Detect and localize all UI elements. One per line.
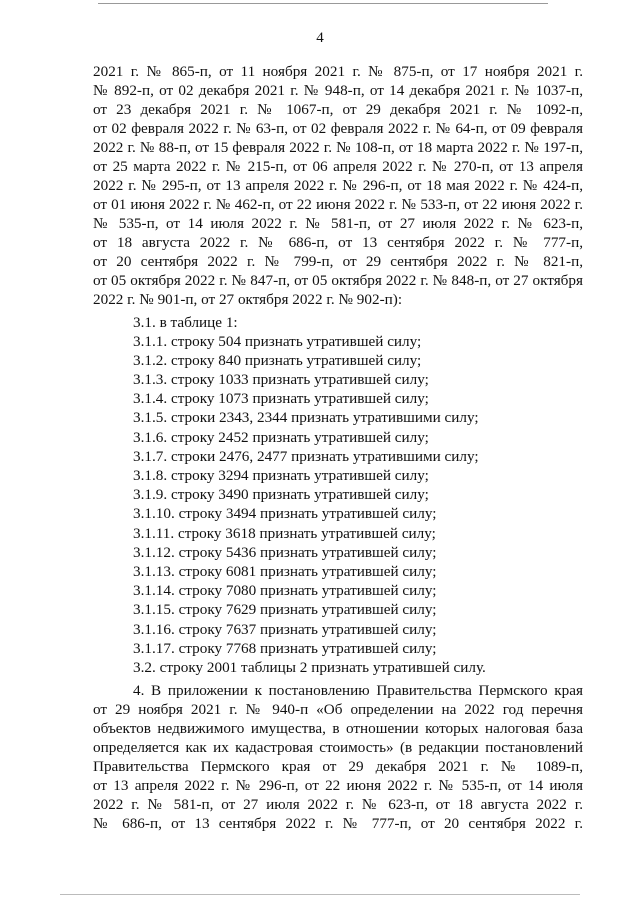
list-item: 3.1.13. строку 6081 признать утратившей силу; bbox=[133, 563, 437, 580]
list-item: 3.1.17. строку 7768 признать утратившей силу; bbox=[133, 640, 437, 657]
text-line: № 686-п, от 13 сентября 2022 г. № 777-п, от 20 сентября 2022 г. bbox=[93, 815, 583, 832]
list-item: 3.1.2. строку 840 признать утратившей силу; bbox=[133, 352, 422, 369]
text-line: от 25 марта 2022 г. № 215-п, от 06 апреля 2022 г. № 270-п, от 13 апреля bbox=[93, 158, 583, 175]
text-line: от 02 февраля 2022 г. № 63-п, от 02 февраля 2022 г. № 64-п, от 09 февраля bbox=[93, 120, 583, 137]
list-item: 3.1.6. строку 2452 признать утратившей силу; bbox=[133, 429, 429, 446]
text-line: 2022 г. № 581-п, от 27 июля 2022 г. № 623-п, от 18 августа 2022 г. bbox=[93, 796, 583, 813]
text-line: от 18 августа 2022 г. № 686-п, от 13 сентября 2022 г. № 777-п, bbox=[93, 234, 583, 251]
text-line: от 13 апреля 2022 г. № 296-п, от 22 июня 2022 г. № 535-п, от 14 июля bbox=[93, 777, 583, 794]
page-number: 4 bbox=[316, 30, 324, 46]
list-item: 3.1.12. строку 5436 признать утратившей силу; bbox=[133, 544, 437, 561]
list-item: 3.2. строку 2001 таблицы 2 признать утратившей силу. bbox=[133, 659, 486, 676]
text-line: 4. В приложении к постановлению Правительства Пермского края bbox=[133, 682, 583, 699]
text-line: определяется как их кадастровая стоимость» (в редакции постановлений bbox=[93, 739, 583, 756]
list-item: 3.1.11. строку 3618 признать утратившей силу; bbox=[133, 525, 436, 542]
list-item: 3.1.3. строку 1033 признать утратившей силу; bbox=[133, 371, 429, 388]
text-line: объектов недвижимого имущества, в отношении которых налоговая база bbox=[93, 720, 583, 737]
text-line: от 05 октября 2022 г. № 847-п, от 05 октября 2022 г. № 848-п, от 27 октября bbox=[93, 272, 583, 289]
list-item: 3.1.10. строку 3494 признать утратившей силу; bbox=[133, 505, 437, 522]
text-line: от 01 июня 2022 г. № 462-п, от 22 июня 2022 г. № 533-п, от 22 июня 2022 г. bbox=[93, 196, 583, 213]
text-line: № 892-п, от 02 декабря 2021 г. № 948-п, от 14 декабря 2021 г. № 1037-п, bbox=[93, 82, 583, 99]
list-item: 3.1.16. строку 7637 признать утратившей силу; bbox=[133, 621, 437, 638]
list-item: 3.1. в таблице 1: bbox=[133, 314, 238, 331]
text-line: от 20 сентября 2022 г. № 799-п, от 29 сентября 2022 г. № 821-п, bbox=[93, 253, 583, 270]
scan-bottom-edge-line bbox=[60, 894, 580, 895]
list-item: 3.1.8. строку 3294 признать утратившей силу; bbox=[133, 467, 429, 484]
list-item: 3.1.5. строки 2343, 2344 признать утратившими силу; bbox=[133, 409, 479, 426]
list-item: 3.1.9. строку 3490 признать утратившей силу; bbox=[133, 486, 429, 503]
list-item: 3.1.1. строку 504 признать утратившей силу; bbox=[133, 333, 422, 350]
text-line: от 29 ноября 2021 г. № 940-п «Об определении на 2022 год перечня bbox=[93, 701, 583, 718]
text-line: № 535-п, от 14 июля 2022 г. № 581-п, от 27 июля 2022 г. № 623-п, bbox=[93, 215, 583, 232]
text-line: 2021 г. № 865-п, от 11 ноября 2021 г. № 875-п, от 17 ноября 2021 г. bbox=[93, 63, 583, 80]
list-item: 3.1.15. строку 7629 признать утратившей силу; bbox=[133, 601, 437, 618]
scan-top-edge-line bbox=[98, 3, 548, 4]
list-item: 3.1.7. строки 2476, 2477 признать утратившими силу; bbox=[133, 448, 479, 465]
list-item: 3.1.4. строку 1073 признать утратившей силу; bbox=[133, 390, 429, 407]
text-line: от 23 декабря 2021 г. № 1067-п, от 29 декабря 2021 г. № 1092-п, bbox=[93, 101, 583, 118]
text-line: Правительства Пермского края от 29 декабря 2021 г. № 1089-п, bbox=[93, 758, 583, 775]
text-line: 2022 г. № 901-п, от 27 октября 2022 г. № 902-п): bbox=[93, 291, 403, 308]
list-item: 3.1.14. строку 7080 признать утратившей силу; bbox=[133, 582, 437, 599]
text-line: 2022 г. № 88-п, от 15 февраля 2022 г. № 108-п, от 18 марта 2022 г. № 197-п, bbox=[93, 139, 583, 156]
text-line: 2022 г. № 295-п, от 13 апреля 2022 г. № 296-п, от 18 мая 2022 г. № 424-п, bbox=[93, 177, 583, 194]
